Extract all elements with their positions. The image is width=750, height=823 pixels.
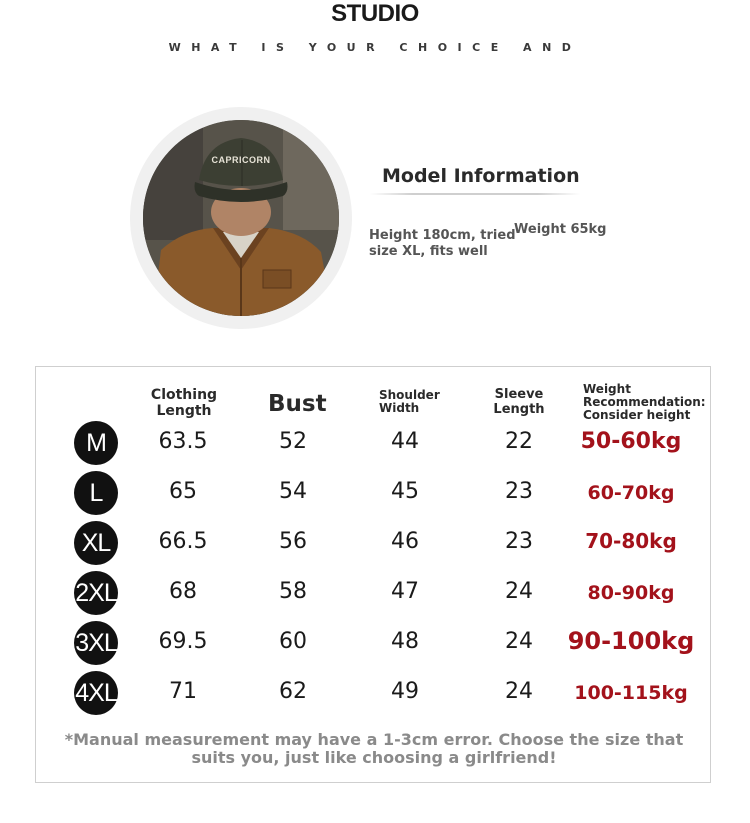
table-row — [36, 421, 712, 467]
size-badge: M — [74, 421, 118, 465]
measurement-note: *Manual measurement may have a 1-3cm error. Choose the size that suits you, just like choosing a girlfriend! — [64, 730, 684, 767]
weight-value: 60-70kg — [587, 482, 675, 504]
shoulder-value: 47 — [391, 579, 419, 604]
weight-value: 50-60kg — [580, 429, 682, 454]
model-info-title: Model Information — [382, 165, 580, 187]
header-clothing-length: Clothing Length — [150, 387, 218, 419]
length-value: 68 — [169, 579, 197, 604]
header-bust: Bust — [268, 391, 327, 417]
model-info-divider — [370, 193, 580, 195]
size-badge: 2XL — [74, 571, 118, 615]
sleeve-value: 22 — [505, 429, 533, 454]
sleeve-value: 24 — [505, 629, 533, 654]
bust-value: 56 — [279, 529, 307, 554]
table-row — [36, 471, 712, 517]
sleeve-value: 23 — [505, 529, 533, 554]
shoulder-value: 48 — [391, 629, 419, 654]
model-height-text: Height 180cm, tried size XL, fits well — [369, 228, 516, 259]
model-photo-illustration — [143, 120, 339, 316]
sleeve-value: 24 — [505, 679, 533, 704]
length-value: 65 — [169, 479, 197, 504]
bust-value: 52 — [279, 429, 307, 454]
sleeve-value: 23 — [505, 479, 533, 504]
shoulder-value: 49 — [391, 679, 419, 704]
table-row — [36, 671, 712, 717]
tagline: WHAT IS YOUR CHOICE AND — [168, 41, 582, 54]
cap-text: CAPRICORN — [211, 155, 271, 165]
length-value: 71 — [169, 679, 197, 704]
model-portrait — [143, 120, 339, 316]
size-badge: 3XL — [74, 621, 118, 665]
model-weight-text: Weight 65kg — [514, 222, 607, 237]
header-sleeve-length: Sleeve Length — [493, 387, 545, 417]
length-value: 63.5 — [158, 429, 208, 454]
weight-value: 90-100kg — [567, 627, 695, 655]
table-row — [36, 621, 712, 667]
weight-value: 70-80kg — [585, 529, 677, 553]
bust-value: 60 — [279, 629, 307, 654]
length-value: 69.5 — [158, 629, 208, 654]
sleeve-value: 24 — [505, 579, 533, 604]
brand-name: STUDIO — [331, 0, 419, 27]
shoulder-value: 45 — [391, 479, 419, 504]
length-value: 66.5 — [158, 529, 208, 554]
table-row — [36, 521, 712, 567]
shoulder-value: 46 — [391, 529, 419, 554]
size-badge: 4XL — [74, 671, 118, 715]
weight-value: 100-115kg — [574, 682, 688, 704]
bust-value: 58 — [279, 579, 307, 604]
bust-value: 54 — [279, 479, 307, 504]
shoulder-value: 44 — [391, 429, 419, 454]
brand-title — [0, 0, 750, 26]
header-weight-recommendation: Weight Recommendation: Consider height — [583, 382, 706, 422]
model-portrait-frame — [130, 107, 352, 329]
bust-value: 62 — [279, 679, 307, 704]
size-chart-table — [35, 366, 711, 783]
size-badge: L — [74, 471, 118, 515]
weight-value: 80-90kg — [587, 582, 675, 604]
size-badge: XL — [74, 521, 118, 565]
table-row — [36, 571, 712, 617]
header-shoulder-width: Shoulder Width — [379, 388, 440, 415]
